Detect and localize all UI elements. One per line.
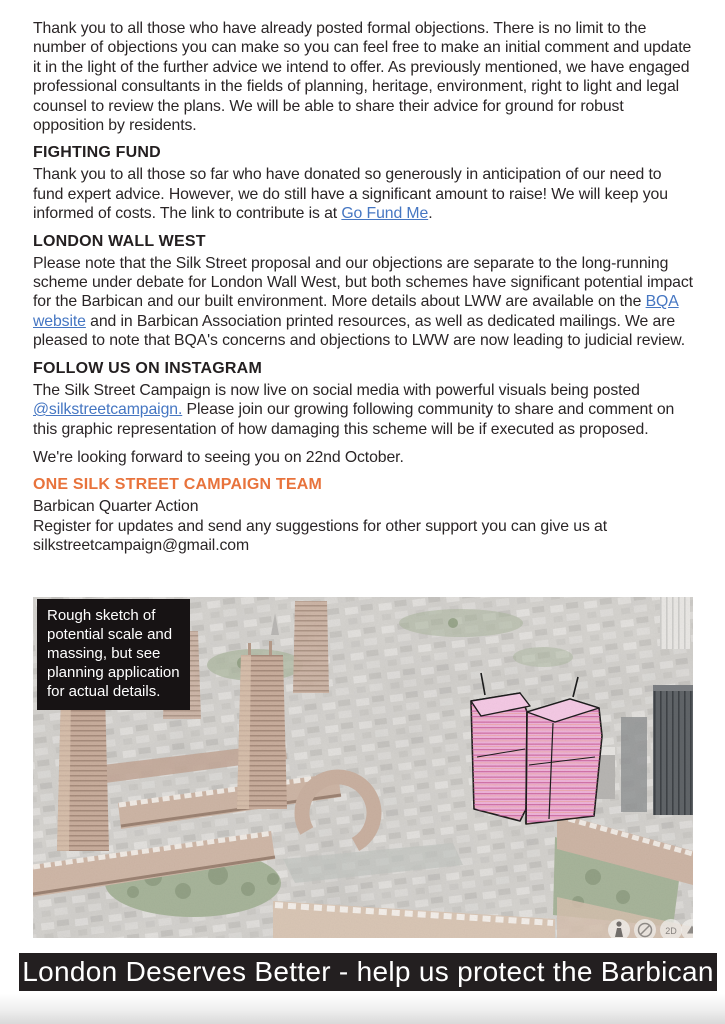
- closing-paragraph: We're looking forward to seeing you on 22nd October.: [33, 448, 404, 466]
- fighting-fund-text: Thank you to all those so far who have donated so generously in anticipation of our need to fund expert advice. However, we do still have a significant amount to raise! We will keep you informed of costs. The link to contribute is at: [33, 166, 668, 223]
- london-wall-west-heading: LONDON WALL WEST: [33, 232, 206, 250]
- instagram-text: The Silk Street Campaign is now live on social media with powerful visuals being posted: [33, 381, 640, 399]
- campaign-slogan-banner: London Deserves Better - help us protect the Barbican: [19, 953, 717, 991]
- team-email-line: silkstreetcampaign@gmail.com: [33, 537, 250, 555]
- instagram-heading: FOLLOW US ON INSTAGRAM: [33, 359, 262, 377]
- intro-paragraph: Thank you to all those who have already posted formal objections. There is no limit to the number of objections you can make so you can feel free to make an initial comment and update it in the light of the further advice we intend to offer. As previously mentioned, we have engaged professional consultants in the fields of planning, heritage, environment, right to light and legal counsel to review the plans. We will be able to share their advice for ground for robust opposition by residents.: [33, 20, 692, 135]
- campaign-team-heading: ONE SILK STREET CAMPAIGN TEAM: [33, 476, 323, 494]
- newsletter-body: [33, 0, 693, 556]
- aerial-photo: [33, 597, 693, 938]
- lww-text-after: and in Barbican Association printed resources, as well as dedicated mailings. We are pleased to note that BQA's concerns and objections to LWW are now leading to judicial review.: [33, 312, 685, 350]
- instagram-paragraph: [33, 381, 693, 439]
- instagram-handle-link[interactable]: @silkstreetcampaign.: [33, 401, 183, 419]
- team-org-line: Barbican Quarter Action: [33, 498, 199, 516]
- london-wall-west-paragraph: [33, 254, 693, 351]
- sketch-disclaimer-label: Rough sketch of potential scale and massing, but see planning application for actual details.: [37, 599, 190, 710]
- fighting-fund-text-after: .: [428, 205, 433, 223]
- map-2d-label: 2D: [665, 926, 677, 936]
- gofundme-link[interactable]: Go Fund Me: [341, 205, 429, 223]
- bqa-website-link[interactable]: BQA website: [33, 293, 679, 330]
- lww-text: Please note that the Silk Street proposal and our objections are separate to the long-running scheme under debate for London Wall West, but both schemes have significant potential impact for the Barbican and our built environment. More details about LWW are available on the: [33, 254, 693, 311]
- page-bottom-shadow: [0, 994, 725, 1024]
- fighting-fund-heading: FIGHTING FUND: [33, 144, 161, 162]
- fighting-fund-paragraph: [33, 165, 693, 223]
- instagram-text-after: Please join our growing following community to share and comment on this graphic representation of how damaging this scheme will be if executed as proposed.: [33, 401, 675, 438]
- team-register-line: Register for updates and send any suggestions for other support you can give us at: [33, 517, 608, 535]
